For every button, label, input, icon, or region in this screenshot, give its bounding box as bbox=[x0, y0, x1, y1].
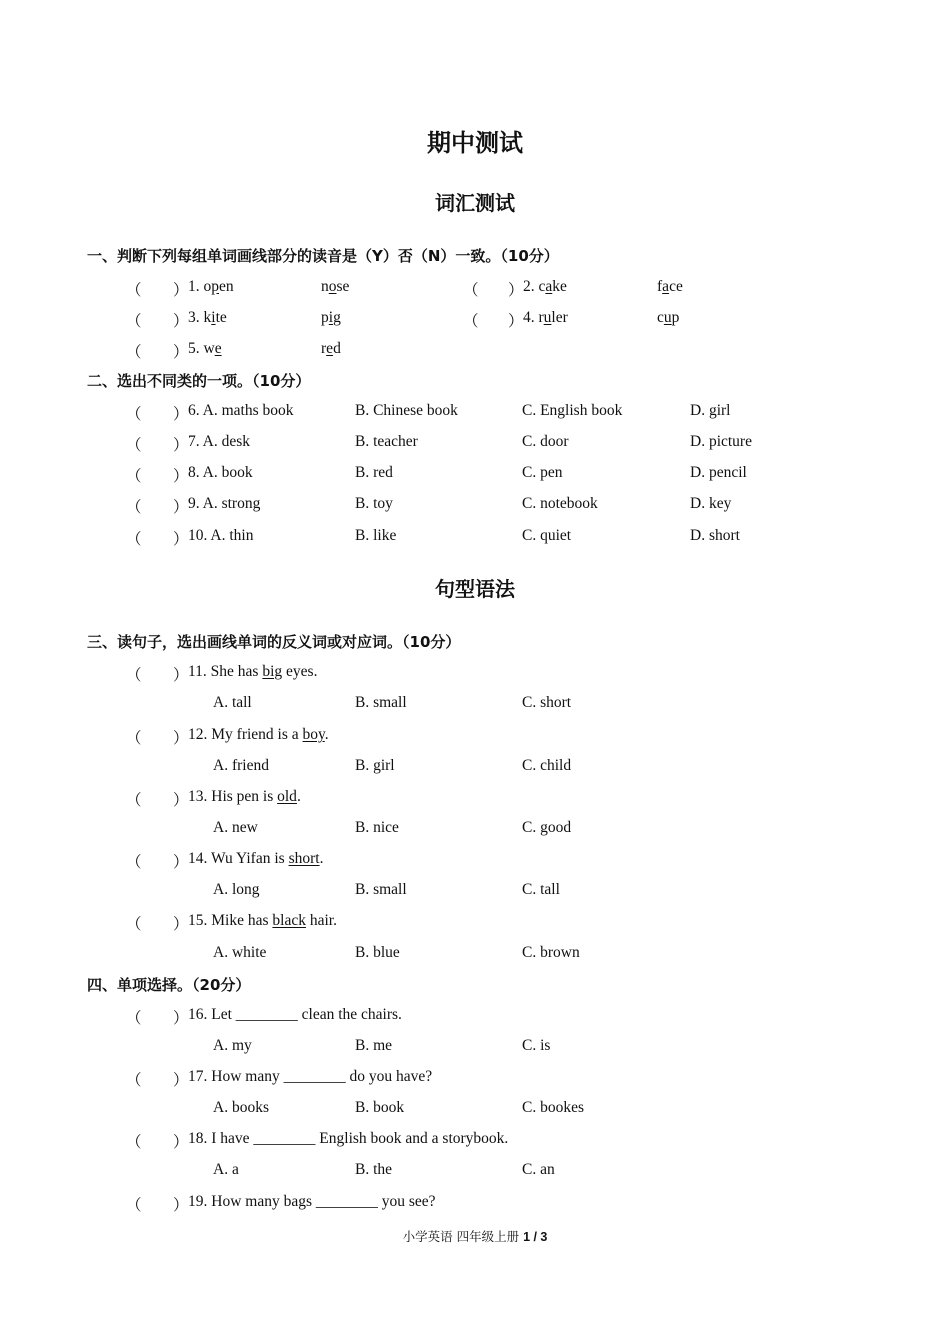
answer-paren-close: ） bbox=[508, 282, 524, 299]
answer-paren-open[interactable]: （ bbox=[126, 344, 142, 361]
footer-page-number: 1 / 3 bbox=[523, 1230, 548, 1244]
answer-paren-open[interactable]: （ bbox=[126, 313, 142, 330]
answer-paren-open[interactable]: （ bbox=[126, 1134, 142, 1151]
option-b: B. toy bbox=[355, 495, 393, 512]
option-a: 7. A. desk bbox=[188, 433, 250, 450]
q1-word-1: 1. open bbox=[188, 278, 234, 295]
option-c: C. short bbox=[522, 694, 572, 711]
answer-paren-open[interactable]: （ bbox=[126, 468, 142, 485]
option-b: B. like bbox=[355, 527, 397, 544]
answer-paren-close: ） bbox=[173, 792, 189, 809]
option-c: C. an bbox=[522, 1161, 555, 1178]
option-c: C. child bbox=[522, 757, 572, 774]
answer-paren-close: ） bbox=[508, 313, 524, 330]
option-b: B. book bbox=[355, 1099, 405, 1116]
options-17 bbox=[0, 1099, 950, 1123]
question-19 bbox=[0, 1193, 950, 1217]
answer-paren-close: ） bbox=[173, 1010, 189, 1027]
option-d: D. pencil bbox=[690, 464, 747, 481]
options-16 bbox=[0, 1037, 950, 1061]
q3-word-2: pig bbox=[321, 309, 341, 326]
section-4-header: 四、单项选择。（20分） bbox=[87, 976, 251, 994]
option-a: 9. A. strong bbox=[188, 495, 261, 512]
options-13 bbox=[0, 819, 950, 843]
question-stem: 18. I have ________ English book and a storybook. bbox=[188, 1130, 509, 1147]
question-row-1-2 bbox=[0, 278, 950, 302]
question-row-3-4 bbox=[0, 309, 950, 333]
options-11 bbox=[0, 694, 950, 718]
question-10 bbox=[0, 527, 950, 551]
question-stem: 17. How many ________ do you have? bbox=[188, 1068, 433, 1085]
option-d: D. short bbox=[690, 527, 740, 544]
q2-word-2: face bbox=[657, 278, 683, 295]
section-3-header: 三、读句子，选出画线单词的反义词或对应词。（10分） bbox=[87, 633, 461, 651]
answer-paren-open[interactable]: （ bbox=[126, 1010, 142, 1027]
answer-paren-close: ） bbox=[173, 313, 189, 330]
options-15 bbox=[0, 944, 950, 968]
section-2-header: 二、选出不同类的一项。（10分） bbox=[87, 372, 311, 390]
answer-paren-open[interactable]: （ bbox=[126, 282, 142, 299]
part-title-grammar: 句型语法 bbox=[435, 577, 515, 601]
option-a: A. new bbox=[213, 819, 258, 836]
question-16 bbox=[0, 1006, 950, 1030]
answer-paren-close: ） bbox=[173, 499, 189, 516]
option-d: D. picture bbox=[690, 433, 752, 450]
answer-paren-close: ） bbox=[173, 344, 189, 361]
question-17 bbox=[0, 1068, 950, 1092]
option-a: 8. A. book bbox=[188, 464, 253, 481]
answer-paren-open[interactable]: （ bbox=[126, 499, 142, 516]
answer-paren-open[interactable]: （ bbox=[126, 854, 142, 871]
options-12 bbox=[0, 757, 950, 781]
answer-paren-close: ） bbox=[173, 406, 189, 423]
option-b: B. teacher bbox=[355, 433, 418, 450]
option-a: A. white bbox=[213, 944, 267, 961]
answer-paren-close: ） bbox=[173, 1134, 189, 1151]
answer-paren-open[interactable]: （ bbox=[126, 916, 142, 933]
answer-paren-open[interactable]: （ bbox=[126, 792, 142, 809]
option-a: A. long bbox=[213, 881, 260, 898]
q5-word-1: 5. we bbox=[188, 340, 222, 357]
option-b: B. the bbox=[355, 1161, 393, 1178]
option-a: A. my bbox=[213, 1037, 252, 1054]
option-b: B. red bbox=[355, 464, 393, 481]
option-c: C. bookes bbox=[522, 1099, 584, 1116]
answer-paren-close: ） bbox=[173, 916, 189, 933]
question-15 bbox=[0, 912, 950, 936]
answer-paren-open[interactable]: （ bbox=[126, 531, 142, 548]
answer-paren-close: ） bbox=[173, 667, 189, 684]
answer-paren-close: ） bbox=[173, 531, 189, 548]
question-6 bbox=[0, 402, 950, 426]
option-a: A. friend bbox=[213, 757, 269, 774]
option-d: D. girl bbox=[690, 402, 731, 419]
option-a: A. a bbox=[213, 1161, 239, 1178]
option-a: 10. A. thin bbox=[188, 527, 254, 544]
question-stem: 12. My friend is a boy. bbox=[188, 726, 329, 743]
option-c: C. notebook bbox=[522, 495, 598, 512]
answer-paren-open[interactable]: （ bbox=[126, 1197, 142, 1214]
question-11 bbox=[0, 663, 950, 687]
option-d: D. key bbox=[690, 495, 732, 512]
option-b: B. Chinese book bbox=[355, 402, 458, 419]
option-a: 6. A. maths book bbox=[188, 402, 294, 419]
question-18 bbox=[0, 1130, 950, 1154]
options-14 bbox=[0, 881, 950, 905]
option-b: B. small bbox=[355, 694, 407, 711]
footer-course: 小学英语 四年级上册 bbox=[402, 1229, 520, 1244]
question-14 bbox=[0, 850, 950, 874]
option-c: C. is bbox=[522, 1037, 551, 1054]
option-b: B. girl bbox=[355, 757, 395, 774]
q3-word-1: 3. kite bbox=[188, 309, 227, 326]
answer-paren-open[interactable]: （ bbox=[463, 313, 479, 330]
q4-word-1: 4. ruler bbox=[523, 309, 568, 326]
page-title: 期中测试 bbox=[427, 129, 523, 157]
option-b: B. small bbox=[355, 881, 407, 898]
page-footer bbox=[0, 1227, 950, 1245]
q5-word-2: red bbox=[321, 340, 341, 357]
question-stem: 15. Mike has black hair. bbox=[188, 912, 337, 929]
part-title-vocabulary: 词汇测试 bbox=[435, 191, 515, 215]
option-b: B. nice bbox=[355, 819, 399, 836]
q4-word-2: cup bbox=[657, 309, 680, 326]
option-c: C. tall bbox=[522, 881, 560, 898]
option-c: C. good bbox=[522, 819, 572, 836]
option-c: C. quiet bbox=[522, 527, 572, 544]
option-b: B. me bbox=[355, 1037, 393, 1054]
option-c: C. pen bbox=[522, 464, 563, 481]
question-stem: 16. Let ________ clean the chairs. bbox=[188, 1006, 402, 1023]
question-stem: 19. How many bags ________ you see? bbox=[188, 1193, 436, 1210]
section-1-header: 一、判断下列每组单词画线部分的读音是（Y）否（N）一致。（10分） bbox=[87, 247, 559, 265]
q1-word-2: nose bbox=[321, 278, 350, 295]
answer-paren-close: ） bbox=[173, 437, 189, 454]
question-stem: 13. His pen is old. bbox=[188, 788, 301, 805]
answer-paren-open[interactable]: （ bbox=[126, 437, 142, 454]
option-c: C. door bbox=[522, 433, 569, 450]
answer-paren-close: ） bbox=[173, 468, 189, 485]
answer-paren-open[interactable]: （ bbox=[463, 282, 479, 299]
answer-paren-open[interactable]: （ bbox=[126, 1072, 142, 1089]
question-stem: 14. Wu Yifan is short. bbox=[188, 850, 324, 867]
question-7 bbox=[0, 433, 950, 457]
answer-paren-close: ） bbox=[173, 854, 189, 871]
question-9 bbox=[0, 495, 950, 519]
question-stem: 11. She has big eyes. bbox=[188, 663, 318, 680]
question-12 bbox=[0, 726, 950, 750]
option-a: A. books bbox=[213, 1099, 269, 1116]
answer-paren-open[interactable]: （ bbox=[126, 730, 142, 747]
answer-paren-open[interactable]: （ bbox=[126, 406, 142, 423]
answer-paren-close: ） bbox=[173, 730, 189, 747]
option-a: A. tall bbox=[213, 694, 252, 711]
question-13 bbox=[0, 788, 950, 812]
answer-paren-close: ） bbox=[173, 282, 189, 299]
answer-paren-open[interactable]: （ bbox=[126, 667, 142, 684]
q2-word-1: 2. cake bbox=[523, 278, 567, 295]
question-row-5 bbox=[0, 340, 950, 364]
option-b: B. blue bbox=[355, 944, 400, 961]
option-c: C. brown bbox=[522, 944, 580, 961]
options-18 bbox=[0, 1161, 950, 1185]
answer-paren-close: ） bbox=[173, 1197, 189, 1214]
answer-paren-close: ） bbox=[173, 1072, 189, 1089]
question-8 bbox=[0, 464, 950, 488]
option-c: C. English book bbox=[522, 402, 623, 419]
